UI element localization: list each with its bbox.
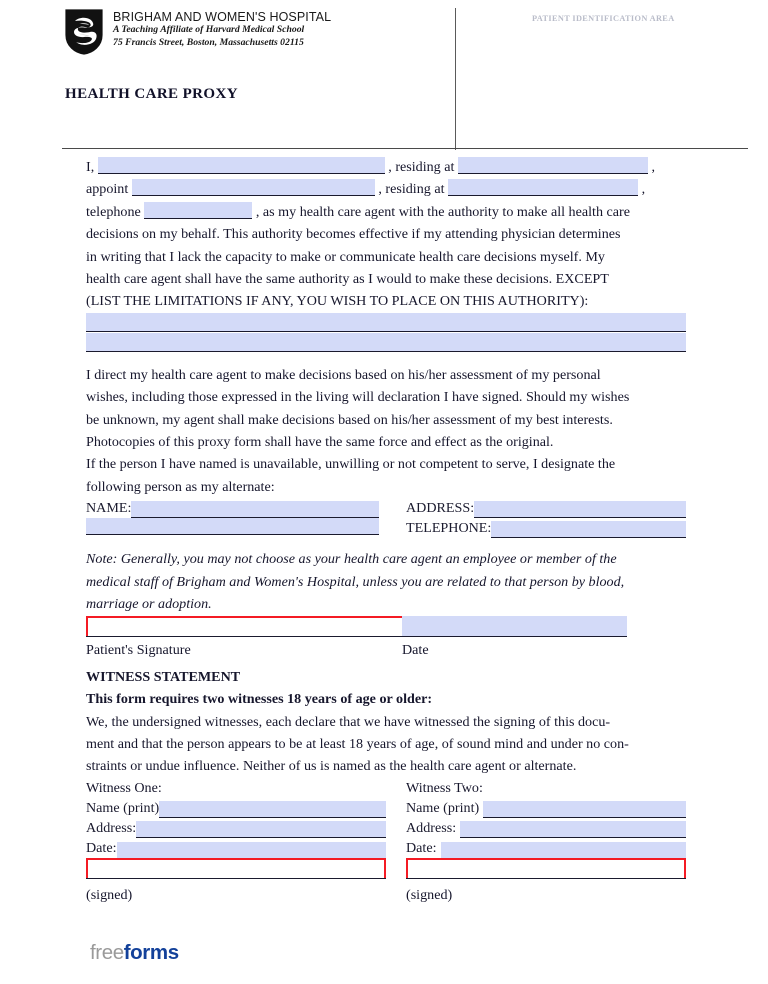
direction-line-5: If the person I have named is unavailable, unwilling or not competent to serve, I designate the [86,456,616,473]
witness-two-name-input[interactable] [483,801,686,818]
witness-signature-row [86,858,686,879]
alternate-telephone-input[interactable] [491,521,686,538]
hospital-logo-block [65,9,331,55]
i-label: I, [86,159,95,175]
witness-two-date-label: Date: [406,839,437,856]
witness-two-name-group [406,798,686,818]
signature-labels-row [86,640,686,660]
witness-two-signature-group [406,858,686,879]
witness-two-signed-cell [406,885,686,905]
alternate-name-input-line2[interactable] [86,518,379,535]
witness-two-date-group [406,838,686,858]
spacer [86,352,686,364]
agent-name-input[interactable] [132,179,375,196]
note-line-3: marriage or adoption. [86,596,212,613]
hospital-name: BRIGHAM AND WOMEN'S HOSPITAL [113,10,332,24]
witness-titles-row [86,778,686,798]
witness-one-date-input[interactable] [117,842,386,858]
page-title: HEALTH CARE PROXY [65,86,238,102]
witness-signed-labels-row [86,885,686,905]
alternate-address-group [406,498,686,518]
agent-telephone-line [86,201,686,223]
freeforms-logo[interactable] [90,941,179,965]
witness-two-name-row [406,798,686,818]
limitations-input-line-1[interactable] [86,313,686,332]
declarant-name-line [86,156,686,178]
alternate-address-label: ADDRESS: [406,500,475,517]
witness-two-address-group [406,818,686,838]
witness-two-date-row [406,838,686,858]
alternate-name-cont-row [86,518,406,535]
header-horizontal-divider [62,148,748,149]
direction-line-4: Photocopies of this proxy form shall have the same force and effect as the original. [86,434,554,451]
witness-one-name-input[interactable] [159,801,386,818]
witness-two-name-label: Name (print) [406,799,480,816]
spacer [86,538,686,548]
comma-1: , [651,159,656,175]
alternate-telephone-label: TELEPHONE: [406,520,492,537]
note-line-1: Note: Generally, you may not choose as your health care agent an employee or member of the [86,551,617,568]
direction-line-1: I direct my health care agent to make decisions based on his/her assessment of my personal [86,366,601,383]
witness-statement-heading: WITNESS STATEMENT [86,668,241,685]
witness-declaration-line-1: We, the undersigned witnesses, each declare that we have witnessed the signing of this docu- [86,713,611,730]
witness-two-date-input[interactable] [441,842,686,858]
direction-line-6: following person as my alternate: [86,478,275,495]
direction-line-2: wishes, including those expressed in the living will declaration I have signed. Should my wishes [86,389,630,406]
witness-one-address-input[interactable] [136,821,386,838]
agent-telephone-input[interactable] [144,202,252,219]
alternate-name-label: NAME: [86,500,132,517]
witness-one-signature-group [86,858,406,879]
alternate-name-cont-group [86,518,406,538]
alternate-telephone-group [406,518,686,538]
witness-one-name-row [86,798,406,818]
witness-one-signed-cell [86,885,406,905]
patient-date-group [365,616,645,637]
form-body [86,156,686,905]
authority-body-line-4: health care agent shall have the same authority as I would to make these decisions. EXCEPT [86,271,609,288]
witness-one-date-row [86,838,406,858]
residing-at-label-2: , residing at [378,181,445,198]
alternate-row-2 [86,518,686,538]
declarant-name-input[interactable] [98,157,385,174]
witness-one-signature-rule [86,878,386,879]
limitations-input-line-2[interactable] [86,333,686,352]
document-header [0,0,768,150]
patient-date-label: Date [402,641,429,658]
patient-signature-label: Patient's Signature [86,641,191,658]
witness-two-title-cell [406,778,686,798]
telephone-label: telephone [86,203,141,220]
witness-one-signed-label: (signed) [86,887,133,904]
patient-signature-group [86,616,406,637]
hospital-address: 75 Francis Street, Boston, Massachusetts 02115 [113,36,304,48]
after-phone-text: , as my health care agent with the authority to make all health care [255,203,630,220]
patient-signature-label-cell [86,640,406,660]
agent-name-line [86,178,686,200]
witness-two-signature-rule [406,878,686,879]
patient-date-input[interactable] [402,616,627,636]
appoint-label: appoint [86,181,129,198]
witness-one-address-group [86,818,406,838]
witness-two-signed-label: (signed) [406,887,453,904]
header-vertical-divider [455,8,456,150]
alternate-address-input[interactable] [474,501,686,518]
witness-requirement: This form requires two witnesses 18 years of age or older: [86,691,433,708]
witness-one-date-label: Date: [86,839,117,856]
alternate-telephone-row [406,518,686,538]
declarant-address-input[interactable] [458,157,648,174]
shield-crest-icon [65,9,103,55]
alternate-name-row [86,498,406,518]
hospital-text-block [113,9,331,49]
authority-body-line-3: in writing that I lack the capacity to make or communicate health care decisions myself. My [86,248,605,265]
witness-one-signature-input[interactable] [86,858,386,878]
note-line-2: medical staff of Brigham and Women's Hospital, unless you are related to that person by blood, [86,573,625,590]
witness-two-title: Witness Two: [406,779,483,796]
alternate-address-row [406,498,686,518]
witness-name-row [86,798,686,818]
patient-signature-row [86,616,686,637]
agent-address-input[interactable] [448,179,638,196]
patient-date-label-cell [365,640,645,660]
witness-two-address-label: Address: [406,819,457,836]
witness-address-row [86,818,686,838]
witness-declaration-line-3: straints or undue influence. Neither of us is named as the health care agent or alternate. [86,758,577,775]
witness-two-signature-input[interactable] [406,858,686,878]
witness-one-date-group [86,838,406,858]
alternate-name-input[interactable] [131,501,379,518]
witness-one-name-group [86,798,406,818]
witness-one-title: Witness One: [86,779,162,796]
freeforms-logo-free: free [90,941,124,964]
witness-declaration-line-2: ment and that the person appears to be at least 18 years of age, of sound mind and under no con- [86,736,629,753]
residing-at-label-1: , residing at [388,159,455,175]
alternate-name-group [86,498,406,518]
limitations-instruction: (LIST THE LIMITATIONS IF ANY, YOU WISH TO PLACE ON THIS AUTHORITY): [86,293,589,310]
direction-line-3: be unknown, my agent shall make decisions based on his/her assessment of my best interests. [86,411,613,428]
witness-date-row [86,838,686,858]
witness-two-address-row [406,818,686,838]
patient-identification-area-label: PATIENT IDENTIFICATION AREA [532,14,675,23]
witness-one-name-label: Name (print) [86,799,160,816]
witness-two-address-input[interactable] [460,821,686,838]
freeforms-logo-forms: forms [123,941,179,964]
patient-date-rule [402,636,627,637]
witness-one-address-row [86,818,406,838]
comma-2: , [641,181,646,198]
authority-body-line-2: decisions on my behalf. This authority becomes effective if my attending physician determines [86,226,621,243]
alternate-row-1 [86,498,686,518]
witness-one-title-cell [86,778,406,798]
hospital-affiliation: A Teaching Affiliate of Harvard Medical School [113,24,305,36]
witness-one-address-label: Address: [86,819,137,836]
